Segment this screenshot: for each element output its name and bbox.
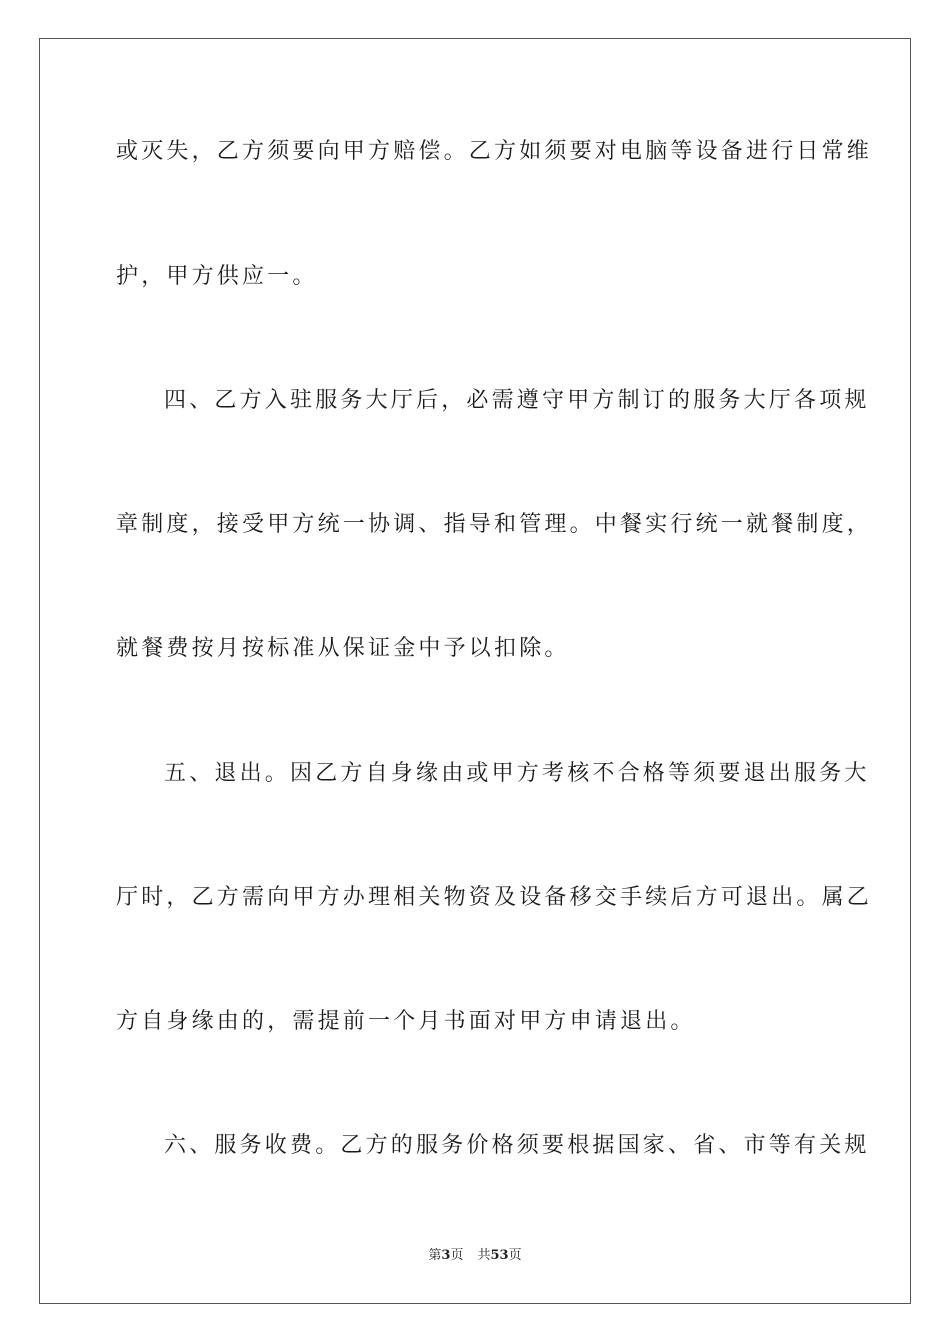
- body-line: 方自身缘由的，需提前一个月书面对甲方申请退出。: [116, 1009, 696, 1034]
- total-prefix: 共: [477, 1248, 491, 1263]
- body-line: 或灭失，乙方须要向甲方赔偿。乙方如须要对电脑等设备进行日常维: [116, 139, 873, 164]
- page-suffix: 页: [450, 1248, 464, 1263]
- paragraph-5-line: 五、退出。因乙方自身缘由或甲方考核不合格等须要退出服务大: [164, 761, 870, 786]
- paragraph-4-line: 四、乙方入驻服务大厅后，必需遵守甲方制订的服务大厅各项规: [164, 388, 870, 413]
- body-line: 厅时，乙方需向甲方办理相关物资及设备移交手续后方可退出。属乙: [116, 885, 873, 910]
- body-line: 章制度，接受甲方统一协调、指导和管理。中餐实行统一就餐制度，: [116, 512, 873, 537]
- page-border: [39, 38, 911, 1304]
- body-line: 护，甲方供应一。: [116, 264, 318, 289]
- page-prefix: 第: [428, 1248, 442, 1263]
- paragraph-6-line: 六、服务收费。乙方的服务价格须要根据国家、省、市等有关规: [164, 1133, 870, 1158]
- total-suffix: 页: [508, 1248, 522, 1263]
- body-line: 就餐费按月按标准从保证金中予以扣除。: [116, 636, 570, 661]
- total-pages: 53: [490, 1248, 509, 1263]
- page-footer: [0, 1246, 950, 1266]
- page-number: 3: [441, 1248, 451, 1263]
